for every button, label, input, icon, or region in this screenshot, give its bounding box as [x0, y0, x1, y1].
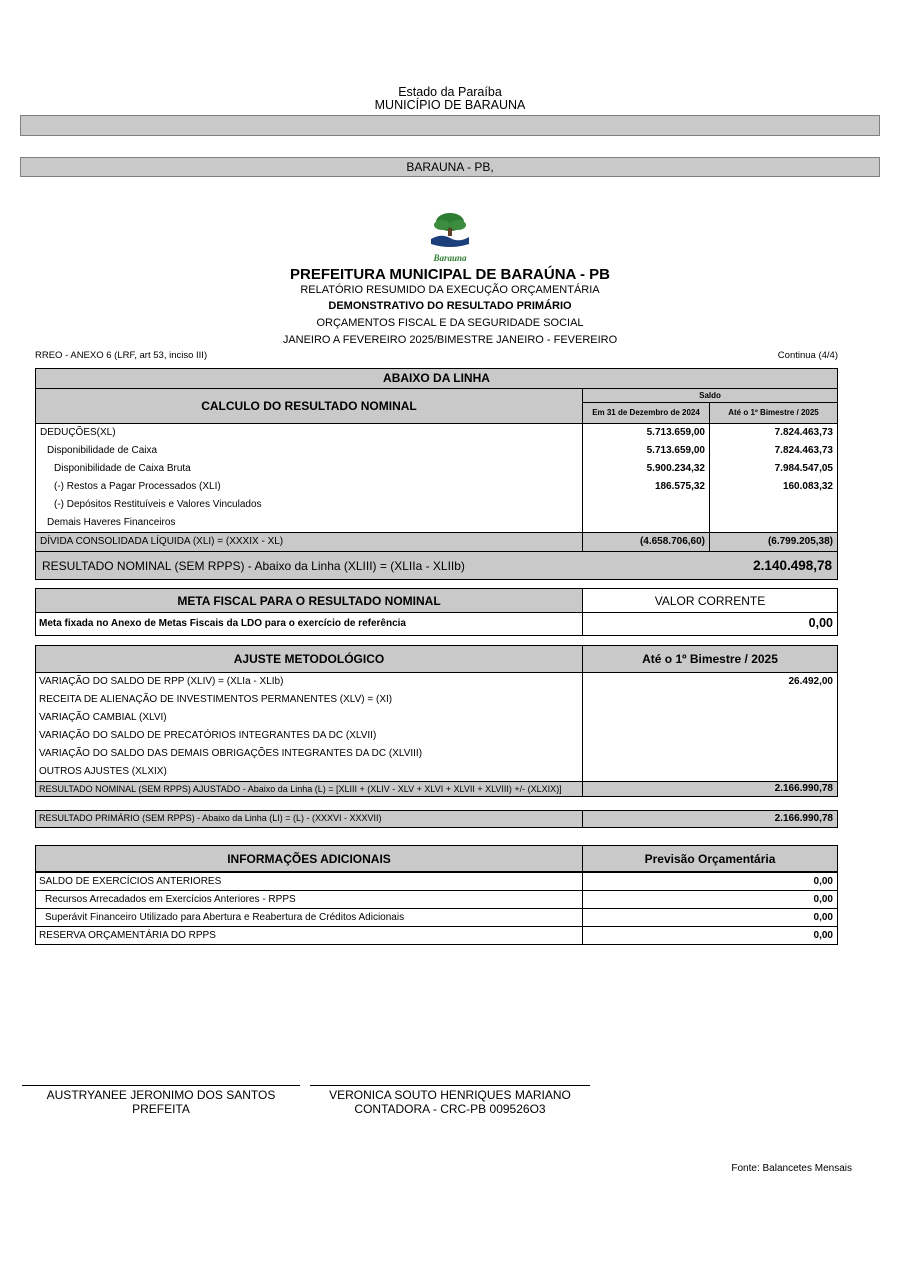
source-note: Fonte: Balancetes Mensais	[731, 1163, 852, 1174]
table-total-row-resultado-nominal	[36, 551, 837, 579]
row-value	[583, 745, 837, 763]
row-value: 0,00	[813, 894, 833, 905]
row-value-bim: 7.824.463,73	[774, 445, 833, 456]
row-value-bim	[710, 496, 837, 514]
total-label: RESULTADO NOMINAL (SEM RPPS) AJUSTADO - Abaixo da Linha (L) = [XLIII + (XLIV - XLV + XLVI + XLVII + XLVIII) +/- (XLXIX)]	[36, 782, 583, 796]
row-label: RECEITA DE ALIENAÇÃO DE INVESTIMENTOS PERMANENTES (XLV) = (XI)	[36, 691, 583, 709]
table-row	[36, 514, 837, 532]
col-header-saldo: Saldo	[583, 389, 837, 403]
row-value: 0,00	[813, 912, 833, 923]
table-total-row-resultado-ajustado	[36, 781, 837, 796]
row-value-dez: 5.900.234,32	[583, 460, 710, 478]
table-row	[36, 442, 837, 460]
table-row	[36, 763, 837, 781]
row-value: 0,00	[808, 616, 833, 630]
row-value	[583, 763, 837, 781]
table-row	[36, 478, 837, 496]
table-abaixo-da-linha	[35, 368, 838, 580]
row-value-dez	[583, 514, 710, 532]
title-block	[0, 266, 900, 349]
table-ajuste-metodologico	[35, 645, 838, 797]
row-value-dez	[583, 496, 710, 514]
row-label: (-) Depósitos Restituíveis e Valores Vinculados	[36, 496, 583, 514]
row-label: Recursos Arrecadados em Exercícios Anteriores - RPPS	[36, 891, 583, 908]
header-band-city: BARAUNA - PB,	[20, 157, 880, 177]
annex-row	[35, 350, 838, 361]
row-label: Demais Haveres Financeiros	[36, 514, 583, 532]
table-row	[36, 424, 837, 442]
report-period: JANEIRO A FEVEREIRO 2025/BIMESTRE JANEIRO - FEVEREIRO	[282, 334, 618, 346]
row-label: VARIAÇÃO DO SALDO DE PRECATÓRIOS INTEGRANTES DA DC (XLVII)	[36, 727, 583, 745]
header-band-empty	[20, 115, 880, 136]
row-value-dez: 5.713.659,00	[583, 424, 710, 442]
signature-name: VERONICA SOUTO HENRIQUES MARIANO	[329, 1088, 571, 1102]
row-value	[583, 709, 837, 727]
row-value: 0,00	[813, 930, 833, 941]
table-row	[36, 745, 837, 763]
table-row	[36, 926, 837, 944]
row-label: VARIAÇÃO DO SALDO DAS DEMAIS OBRIGAÇÕES INTEGRANTES DA DC (XLVIII)	[36, 745, 583, 763]
table-row	[36, 872, 837, 890]
row-value-dez: 186.575,32	[583, 478, 710, 496]
row-value-bim: 160.083,32	[782, 481, 833, 492]
row-value	[583, 727, 837, 745]
row-label: Disponibilidade de Caixa Bruta	[36, 460, 583, 478]
logo-caption: Barauna	[433, 253, 467, 263]
row-label: Meta fixada no Anexo de Metas Fiscais da LDO para o exercício de referência	[36, 613, 583, 635]
table-row	[36, 460, 837, 478]
row-value-dez: 5.713.659,00	[583, 442, 710, 460]
col-header-meta-fiscal: META FISCAL PARA O RESULTADO NOMINAL	[36, 589, 583, 612]
row-label: (-) Restos a Pagar Processados (XLI)	[36, 478, 583, 496]
row-value-dez: (4.658.706,60)	[583, 533, 710, 551]
table-row	[36, 890, 837, 908]
state-name: Estado da Paraíba	[398, 85, 502, 99]
col-header-calculo-nominal: CALCULO DO RESULTADO NOMINAL	[36, 389, 583, 423]
report-subtitle-3: ORÇAMENTOS FISCAL E DA SEGURIDADE SOCIAL	[316, 317, 584, 329]
col-header-ajuste: AJUSTE METODOLÓGICO	[36, 646, 583, 672]
table-row	[36, 727, 837, 745]
row-label: VARIAÇÃO DO SALDO DE RPP (XLIV) = (XLIa - XLIb)	[36, 673, 583, 691]
table-header	[36, 589, 837, 613]
continuation-label: Continua (4/4)	[777, 350, 838, 361]
table-row	[36, 709, 837, 727]
signature-contadora	[310, 1085, 590, 1116]
signature-role: PREFEITA	[132, 1102, 190, 1116]
total-label: RESULTADO NOMINAL (SEM RPPS) - Abaixo da Linha (XLIII) = (XLIIa - XLIIb)	[42, 558, 465, 573]
row-label: Disponibilidade de Caixa	[36, 442, 583, 460]
col-header-valor-corrente: VALOR CORRENTE	[583, 589, 837, 612]
table-row	[36, 691, 837, 709]
letterhead	[0, 86, 900, 112]
col-header-saldo-group	[583, 389, 837, 423]
col-header-informacoes: INFORMAÇÕES ADICIONAIS	[36, 846, 583, 871]
row-label: VARIAÇÃO CAMBIAL (XLVI)	[36, 709, 583, 727]
row-value: 26.492,00	[788, 676, 833, 687]
table-row	[36, 673, 837, 691]
row-value-bim: 7.984.547,05	[774, 463, 833, 474]
signature-prefeita	[22, 1085, 300, 1116]
col-header-bimestre-2025: Até o 1º Bimestre / 2025	[583, 646, 837, 672]
table-header	[36, 646, 837, 673]
col-header-previsao: Previsão Orçamentária	[583, 846, 837, 871]
row-label: RESERVA ORÇAMENTÁRIA DO RPPS	[36, 927, 583, 944]
table-row	[36, 496, 837, 514]
row-label: DÍVIDA CONSOLIDADA LÍQUIDA (XLI) = (XXXIX - XL)	[36, 533, 583, 551]
annex-reference: RREO - ANEXO 6 (LRF, art 53, inciso III)	[35, 350, 208, 361]
row-label: OUTROS AJUSTES (XLXIX)	[36, 763, 583, 781]
table-resultado-primario	[35, 810, 838, 828]
row-value-bim: 7.824.463,73	[774, 427, 833, 438]
report-subtitle-2: DEMONSTRATIVO DO RESULTADO PRIMÁRIO	[328, 300, 572, 312]
row-value: 2.166.990,78	[774, 813, 833, 824]
table-row-divida-consolidada	[36, 532, 837, 551]
municipal-logo	[0, 211, 900, 263]
report-subtitle-1: RELATÓRIO RESUMIDO DA EXECUÇÃO ORÇAMENTÁRIA	[300, 284, 600, 296]
table-title: ABAIXO DA LINHA	[36, 369, 837, 389]
total-value: 2.166.990,78	[774, 783, 833, 794]
signature-role: CONTADORA - CRC-PB 009526O3	[354, 1102, 546, 1116]
municipality-name: MUNICÍPIO DE BARAUNA	[374, 98, 526, 112]
signature-name: AUSTRYANEE JERONIMO DOS SANTOS	[46, 1088, 276, 1102]
row-label: RESULTADO PRIMÁRIO (SEM RPPS) - Abaixo da Linha (LI) = (L) - (XXXVI - XXXVII)	[36, 811, 583, 827]
row-label: SALDO DE EXERCÍCIOS ANTERIORES	[36, 873, 583, 890]
table-meta-fiscal	[35, 588, 838, 636]
row-label: DEDUÇÕES(XL)	[36, 424, 583, 442]
table-row	[36, 811, 837, 827]
page-title: PREFEITURA MUNICIPAL DE BARAÚNA - PB	[289, 266, 610, 283]
table-header	[36, 846, 837, 872]
row-value-bim	[710, 514, 837, 532]
row-value: 0,00	[813, 876, 833, 887]
col-header-bimestre-2025: Até o 1º Bimestre / 2025	[710, 403, 837, 423]
total-value: 2.140.498,78	[753, 558, 832, 573]
table-header	[36, 389, 837, 424]
row-value	[583, 691, 837, 709]
table-informacoes-adicionais	[35, 845, 838, 945]
tree-emblem-icon	[427, 211, 473, 249]
table-row	[36, 613, 837, 635]
table-row	[36, 908, 837, 926]
row-value-bim: (6.799.205,38)	[767, 536, 833, 547]
row-label: Superávit Financeiro Utilizado para Abertura e Reabertura de Créditos Adicionais	[36, 909, 583, 926]
col-header-dez-2024: Em 31 de Dezembro de 2024	[583, 403, 710, 423]
